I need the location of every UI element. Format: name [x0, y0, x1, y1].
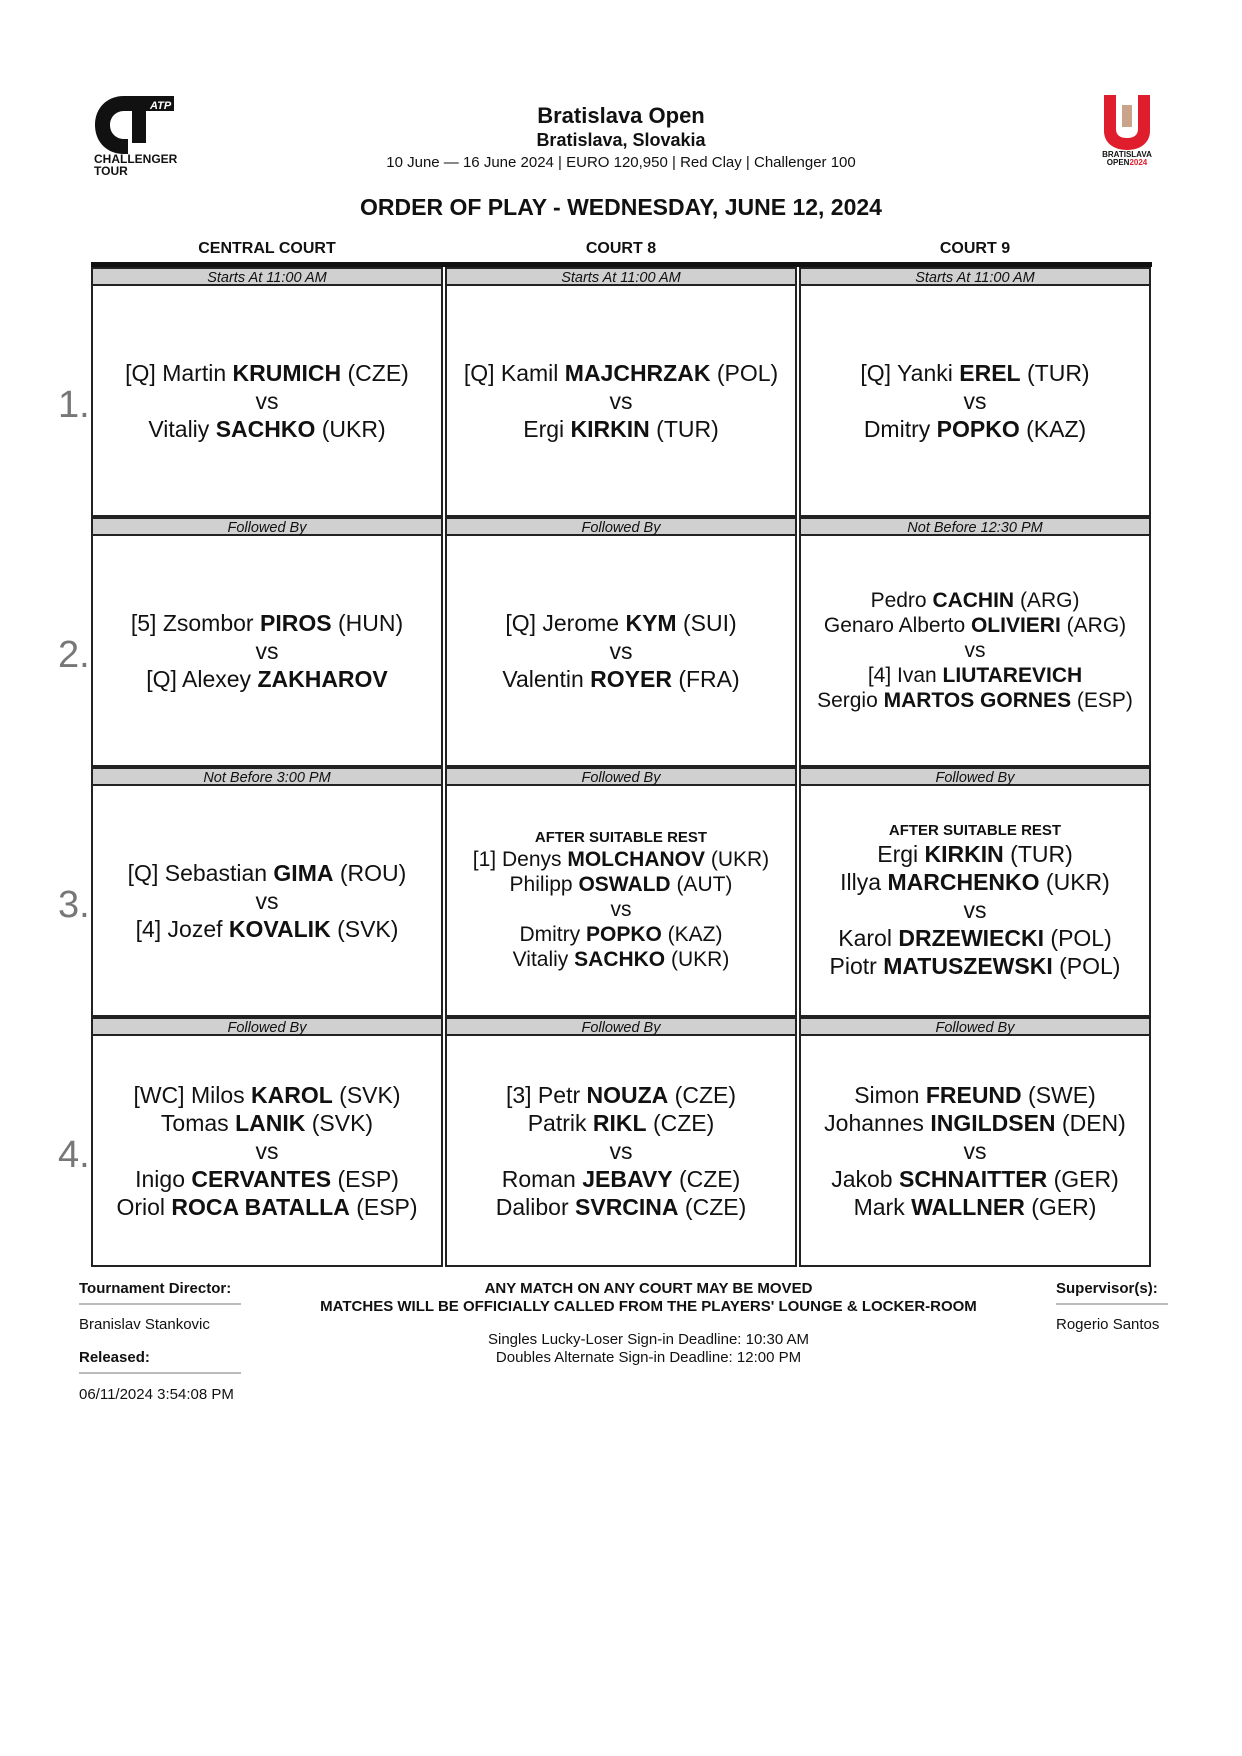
- player-line: [877, 840, 1073, 868]
- versus-label: vs: [255, 1137, 279, 1164]
- player-surname: CERVANTES: [191, 1165, 332, 1192]
- player-line: [519, 922, 722, 947]
- player-line: [148, 415, 385, 443]
- bratislava-logo-text: BRATISLAVA: [1102, 150, 1152, 159]
- row-number: 3.: [58, 884, 90, 926]
- player-line: [510, 872, 733, 897]
- player-surname: MAJCHRZAK: [564, 359, 711, 386]
- player-surname: MOLCHANOV: [567, 848, 706, 871]
- player-country: (SVK): [332, 1081, 401, 1108]
- player-line: [506, 1081, 736, 1109]
- player-surname: KIRKIN: [924, 840, 1004, 867]
- player-given-name: Ergi: [523, 415, 571, 442]
- match-box: [91, 286, 443, 517]
- match-slot: [445, 1017, 797, 1267]
- player-given-name: Oriol: [116, 1193, 172, 1220]
- player-surname: LANIK: [235, 1109, 306, 1136]
- challenger-logo-text: CHALLENGER: [94, 152, 178, 166]
- singles-deadline: Singles Lucky-Loser Sign-in Deadline: 10:30 AM: [487, 1331, 809, 1348]
- player-line: [513, 947, 730, 972]
- court-header-court-8: COURT 8: [585, 240, 657, 257]
- player-line: [854, 1193, 1097, 1221]
- player-surname: ZAKHAROV: [257, 665, 388, 692]
- tournament-title: Bratislava Open: [537, 103, 705, 128]
- player-surname: POPKO: [936, 415, 1020, 442]
- player-surname: CACHIN: [932, 589, 1015, 612]
- player-line: [473, 847, 769, 872]
- versus-text: [965, 638, 986, 663]
- player-line: [502, 665, 739, 693]
- row-number: 2.: [58, 634, 90, 676]
- versus-text: [610, 387, 633, 415]
- player-line: [128, 859, 407, 887]
- slot-time-label: Followed By: [445, 1017, 797, 1036]
- versus-text: [964, 387, 987, 415]
- notice-match-moved: ANY MATCH ON ANY COURT MAY BE MOVED: [484, 1280, 813, 1297]
- versus-label: vs: [610, 898, 632, 921]
- player-surname: MARTOS GORNES: [883, 689, 1072, 712]
- player-given-name: [4] Jozef: [135, 915, 229, 942]
- versus-text: [256, 887, 279, 915]
- player-line: [161, 1109, 373, 1137]
- match-slot: [445, 517, 797, 767]
- player-line: [131, 609, 403, 637]
- player-given-name: Ergi: [877, 840, 925, 867]
- player-country: (SUI): [676, 609, 737, 636]
- player-surname: DRZEWIECKI: [898, 924, 1045, 951]
- player-surname: KOVALIK: [228, 915, 331, 942]
- player-given-name: Philipp: [509, 873, 579, 896]
- player-country: (KAZ): [1019, 415, 1087, 442]
- player-surname: KYM: [625, 609, 677, 636]
- player-given-name: Dmitry: [519, 923, 586, 946]
- open-logo-text: OPEN: [1106, 158, 1130, 165]
- player-country: (POL): [710, 359, 779, 386]
- versus-label: vs: [609, 1137, 633, 1164]
- player-country: (SVK): [330, 915, 399, 942]
- match-slot: [799, 767, 1151, 1017]
- player-country: (CZE): [646, 1109, 715, 1136]
- player-line: [838, 924, 1112, 952]
- slot-time-label: Not Before 12:30 PM: [799, 517, 1151, 536]
- player-given-name: [3] Petr: [505, 1081, 587, 1108]
- player-given-name: Tomas: [160, 1109, 236, 1136]
- slot-time-label: Followed By: [91, 1017, 443, 1036]
- match-slot: [91, 767, 443, 1017]
- match-box: [799, 536, 1151, 767]
- player-surname: RIKL: [592, 1109, 647, 1136]
- player-given-name: Valentin: [502, 665, 591, 692]
- versus-text: [610, 637, 633, 665]
- player-country: (ARG): [1014, 589, 1080, 612]
- player-line: [830, 952, 1121, 980]
- player-country: (UKR): [665, 948, 730, 971]
- versus-text: [964, 1137, 987, 1165]
- versus-text: [256, 1137, 279, 1165]
- match-slot: [799, 517, 1151, 767]
- player-given-name: Genaro Alberto: [823, 614, 971, 637]
- player-country: (UKR): [705, 848, 770, 871]
- match-box: [91, 786, 443, 1017]
- slot-time-label: Starts At 11:00 AM: [799, 267, 1151, 286]
- player-given-name: Pedro: [870, 589, 933, 612]
- player-given-name: Patrik: [527, 1109, 593, 1136]
- player-line: [840, 868, 1110, 896]
- versus-text: [611, 897, 632, 922]
- player-country: (UKR): [1039, 868, 1110, 895]
- match-box: [445, 1036, 797, 1267]
- player-given-name: Dalibor: [495, 1193, 576, 1220]
- player-country: (ROU): [333, 859, 407, 886]
- versus-text: [964, 896, 987, 924]
- player-given-name: Inigo: [135, 1165, 192, 1192]
- player-surname: KIRKIN: [570, 415, 650, 442]
- player-country: (DEN): [1055, 1109, 1126, 1136]
- player-line: [136, 915, 399, 943]
- player-surname: POPKO: [585, 923, 662, 946]
- court-header-central: CENTRAL COURT: [198, 240, 336, 257]
- player-given-name: Jakob: [831, 1165, 899, 1192]
- player-line: [146, 665, 388, 693]
- player-line: [860, 359, 1089, 387]
- svg-text:OPEN2024: [1107, 158, 1148, 165]
- tournament-city: Bratislava, Slovakia: [536, 130, 706, 150]
- player-surname: INGILDSEN: [930, 1109, 1056, 1136]
- player-given-name: Simon: [854, 1081, 926, 1108]
- player-line: [116, 1193, 417, 1221]
- player-line: [528, 1109, 715, 1137]
- director-divider: [79, 1303, 241, 1305]
- released-value: 06/11/2024 3:54:08 PM: [79, 1386, 234, 1403]
- player-line: [854, 1081, 1096, 1109]
- player-surname: SVRCINA: [575, 1193, 679, 1220]
- match-box: [445, 786, 797, 1017]
- match-box: [799, 1036, 1151, 1267]
- player-country: (TUR): [1020, 359, 1090, 386]
- player-country: (ESP): [1071, 689, 1133, 712]
- player-line: [864, 415, 1086, 443]
- player-line: [868, 663, 1082, 688]
- player-country: (FRA): [671, 665, 740, 692]
- player-country: (GER): [1047, 1165, 1119, 1192]
- player-country: (CZE): [678, 1193, 747, 1220]
- player-country: (TUR): [649, 415, 719, 442]
- player-given-name: Illya: [840, 868, 888, 895]
- match-box: [91, 1036, 443, 1267]
- player-given-name: Dmitry: [863, 415, 937, 442]
- player-country: (ARG): [1060, 614, 1127, 637]
- year-logo-text: 2024: [1129, 158, 1148, 165]
- player-given-name: Vitaliy: [512, 948, 575, 971]
- player-surname: KAROL: [251, 1081, 333, 1108]
- player-country: (ESP): [349, 1193, 418, 1220]
- after-rest-note: AFTER SUITABLE REST: [534, 829, 708, 846]
- player-given-name: Johannes: [824, 1109, 931, 1136]
- player-line: [496, 1193, 747, 1221]
- player-country: (CZE): [341, 359, 409, 386]
- tour-logo-text: TOUR: [94, 164, 128, 175]
- player-country: (POL): [1044, 924, 1112, 951]
- match-slot: [799, 1017, 1151, 1267]
- versus-label: vs: [963, 387, 987, 414]
- slot-time-label: Starts At 11:00 AM: [91, 267, 443, 286]
- notice-officially-called: MATCHES WILL BE OFFICIALLY CALLED FROM THE PLAYERS' LOUNGE & LOCKER-ROOM: [320, 1298, 977, 1315]
- slot-time-label: Not Before 3:00 PM: [91, 767, 443, 786]
- match-slot: [91, 1017, 443, 1267]
- slot-time-label: Followed By: [445, 767, 797, 786]
- atp-logo-text: ATP: [150, 100, 172, 112]
- match-slot: [445, 267, 797, 517]
- player-line: [871, 588, 1080, 613]
- player-surname: WALLNER: [911, 1193, 1025, 1220]
- player-line: [125, 359, 409, 387]
- player-line: [824, 613, 1126, 638]
- slot-time-label: Followed By: [445, 517, 797, 536]
- player-given-name: [1] Denys: [472, 848, 568, 871]
- order-of-play-title: ORDER OF PLAY - WEDNESDAY, JUNE 12, 2024: [360, 194, 882, 220]
- versus-text: [256, 637, 279, 665]
- player-surname: MATUSZEWSKI: [883, 952, 1053, 979]
- player-given-name: [Q] Sebastian: [127, 859, 274, 886]
- supervisor-divider: [1056, 1303, 1168, 1305]
- row-number: 4.: [58, 1134, 90, 1176]
- player-surname: FREUND: [925, 1081, 1022, 1108]
- versus-label: vs: [609, 637, 633, 664]
- doubles-deadline: Doubles Alternate Sign-in Deadline: 12:00 PM: [495, 1349, 802, 1366]
- player-country: (SVK): [305, 1109, 374, 1136]
- match-box: [91, 536, 443, 767]
- player-given-name: [Q] Kamil: [463, 359, 565, 386]
- slot-time-label: Followed By: [799, 767, 1151, 786]
- player-surname: LIUTAREVICH: [942, 664, 1083, 687]
- player-surname: ROCA BATALLA: [171, 1193, 350, 1220]
- versus-text: [256, 387, 279, 415]
- versus-label: vs: [963, 1137, 987, 1164]
- after-rest-note: AFTER SUITABLE REST: [888, 821, 1062, 839]
- player-given-name: [WC] Milos: [133, 1081, 252, 1108]
- player-given-name: Mark: [853, 1193, 912, 1220]
- player-surname: ROYER: [590, 665, 672, 692]
- slot-time-label: Followed By: [799, 1017, 1151, 1036]
- supervisor-name: Rogerio Santos: [1056, 1316, 1160, 1333]
- player-given-name: Karol: [838, 924, 899, 951]
- versus-label: vs: [964, 639, 986, 662]
- match-box: [799, 286, 1151, 517]
- player-country: (TUR): [1003, 840, 1073, 867]
- player-line: [505, 609, 736, 637]
- versus-label: vs: [255, 637, 279, 664]
- player-given-name: Vitaliy: [148, 415, 216, 442]
- player-given-name: Sergio: [817, 689, 884, 712]
- player-surname: SACHKO: [574, 948, 666, 971]
- player-surname: SCHNAITTER: [898, 1165, 1048, 1192]
- player-line: [464, 359, 778, 387]
- match-slot: [91, 267, 443, 517]
- versus-label: vs: [255, 887, 279, 914]
- versus-text: [610, 1137, 633, 1165]
- player-surname: KRUMICH: [232, 359, 342, 386]
- versus-label: vs: [255, 387, 279, 414]
- released-label: Released:: [79, 1349, 150, 1366]
- player-given-name: [Q] Yanki: [860, 359, 960, 386]
- versus-label: vs: [609, 387, 633, 414]
- match-box: [445, 536, 797, 767]
- player-country: (AUT): [670, 873, 733, 896]
- slot-time-label: Followed By: [91, 517, 443, 536]
- player-country: (SWE): [1021, 1081, 1096, 1108]
- match-box: [799, 786, 1151, 1017]
- player-given-name: [Q] Martin: [125, 359, 233, 386]
- player-country: (CZE): [668, 1081, 737, 1108]
- player-country: (GER): [1024, 1193, 1097, 1220]
- player-line: [817, 688, 1133, 713]
- released-divider: [79, 1372, 241, 1374]
- versus-label: vs: [963, 896, 987, 923]
- player-country: (CZE): [672, 1165, 741, 1192]
- player-line: [824, 1109, 1126, 1137]
- player-line: [133, 1081, 400, 1109]
- player-country: (KAZ): [661, 923, 723, 946]
- player-surname: JEBAVY: [582, 1165, 673, 1192]
- player-country: (UKR): [315, 415, 386, 442]
- match-box: [445, 286, 797, 517]
- player-surname: GIMA: [273, 859, 334, 886]
- atp-challenger-tour-logo: [94, 95, 178, 175]
- player-surname: EREL: [959, 359, 1021, 386]
- player-given-name: Piotr: [829, 952, 884, 979]
- bratislava-open-logo: [1098, 95, 1156, 165]
- player-surname: NOUZA: [586, 1081, 669, 1108]
- tournament-info: 10 June — 16 June 2024 | EURO 120,950 | Red Clay | Challenger 100: [386, 154, 856, 171]
- player-surname: OSWALD: [578, 873, 671, 896]
- player-country: (ESP): [331, 1165, 399, 1192]
- player-country: (POL): [1052, 952, 1121, 979]
- player-surname: PIROS: [259, 609, 332, 636]
- player-surname: SACHKO: [215, 415, 316, 442]
- player-given-name: [4] Ivan: [867, 664, 943, 687]
- player-surname: OLIVIERI: [970, 614, 1061, 637]
- player-country: (HUN): [331, 609, 404, 636]
- player-line: [502, 1165, 741, 1193]
- player-surname: MARCHENKO: [887, 868, 1040, 895]
- tournament-director-name: Branislav Stankovic: [79, 1316, 210, 1333]
- player-line: [523, 415, 719, 443]
- row-number: 1.: [58, 384, 90, 426]
- player-given-name: [5] Zsombor: [130, 609, 260, 636]
- player-given-name: [Q] Alexey: [146, 665, 258, 692]
- match-slot: [445, 767, 797, 1017]
- player-line: [135, 1165, 399, 1193]
- player-given-name: [Q] Jerome: [505, 609, 626, 636]
- slot-time-label: Starts At 11:00 AM: [445, 267, 797, 286]
- tournament-director-label: Tournament Director:: [79, 1280, 232, 1297]
- player-line: [831, 1165, 1119, 1193]
- player-given-name: Roman: [501, 1165, 583, 1192]
- supervisor-label: Supervisor(s):: [1056, 1280, 1158, 1297]
- court-header-court-9: COURT 9: [939, 240, 1011, 257]
- match-slot: [799, 267, 1151, 517]
- match-slot: [91, 517, 443, 767]
